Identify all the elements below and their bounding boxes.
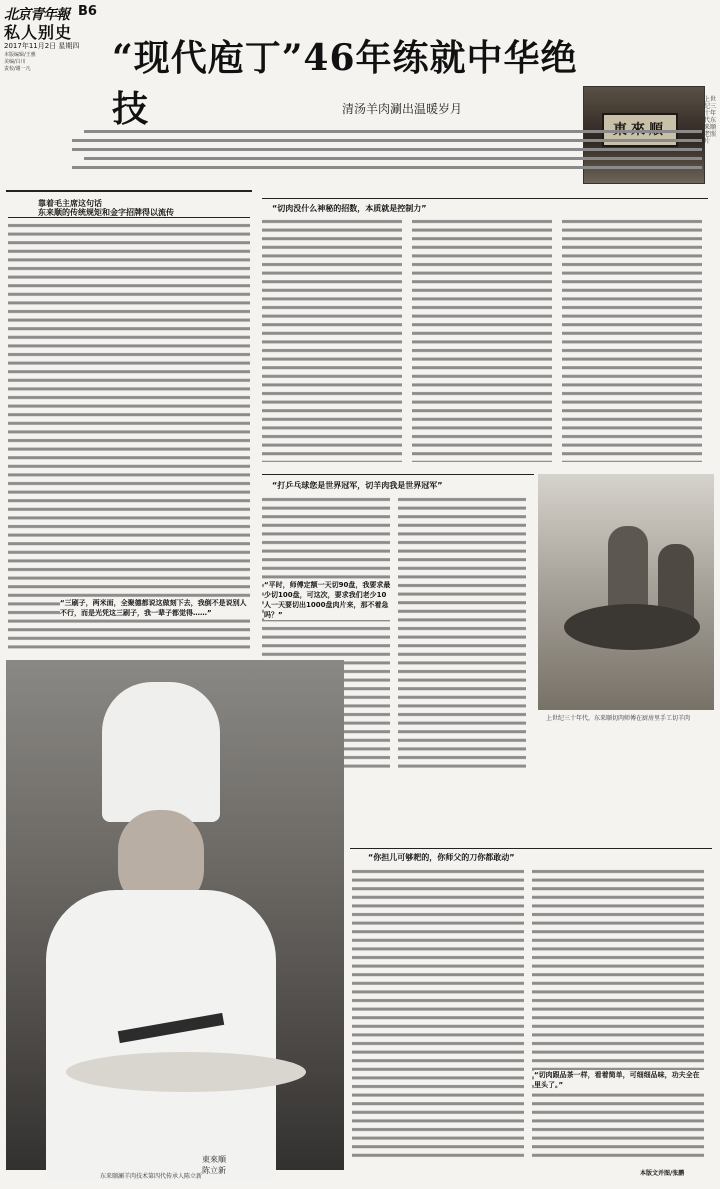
credit-designer: 美编/白川 (4, 59, 26, 65)
chef-photo-caption: 东来顺涮羊肉技术第四代传承人陈立新 (100, 1173, 203, 1180)
section1-rule (262, 198, 708, 199)
cutting-board (66, 1052, 306, 1092)
kitchen-historic-photo (538, 474, 714, 710)
headline: “现代庖丁”46年练就中华绝技 (112, 37, 578, 130)
cooking-pot (564, 604, 700, 650)
section1-header: “切肉没什么神秘的招数，本质就是控制力” (272, 204, 427, 213)
pull-quote-2: “三刷子，两米面，全聚德都说这做刻下去，我倒不是说别人不行，而是光凭这三刷子，我一辈子都觉得……” (60, 598, 250, 618)
paper-logo: 北京青年報 (4, 7, 69, 23)
left-story-text-lines (8, 222, 250, 652)
section3-rule (350, 848, 712, 849)
subhead: 清汤羊肉涮出温暖岁月 (342, 102, 463, 116)
left-story-subtitle: 东来顺的传统规矩和金字招牌得以流传 (38, 208, 174, 217)
section3-text-lines (352, 868, 712, 1160)
section2-rule (262, 474, 534, 475)
left-story-rule (8, 217, 250, 218)
masthead (4, 4, 128, 76)
chef-hat (102, 682, 220, 822)
page-number: B6 (78, 4, 97, 19)
section2-header: “打乒乓球您是世界冠军，切羊肉我是世界冠军” (272, 481, 443, 490)
section3-header: “你担儿可够耙的，你师父的刀你都敢动” (368, 853, 515, 862)
footer-credit: 本版文并图/张鹏 (640, 1170, 685, 1177)
coat-embroidery (202, 1154, 226, 1176)
embroidery-brand: 東來順 (202, 1155, 226, 1164)
left-story-title: 靠着毛主席这句话 (38, 199, 102, 208)
storefront-photo-caption: 上世纪三十年代东来顺老照片 (704, 96, 717, 145)
credit-proofreader: 责校/谢一凡 (4, 66, 31, 72)
section1-text-lines (262, 218, 708, 462)
intro-text-lines (72, 128, 702, 176)
pull-quote-1: “平时，师傅定额一天切90盘，我要求最少切100盘，可这次，要求我们老少10人一天要切出1000盘肉片来，那不着急吗？” (264, 581, 391, 619)
credit-editor: 本版编辑/王雅 (4, 52, 36, 58)
issue-date: 2017年11月2日 星期四 (4, 42, 80, 50)
pull-quote-3: “切肉跟品茶一样，看着简单，可细细品味，功夫全在里头了。” (534, 1070, 704, 1090)
embroidery-name: 陈立新 (202, 1166, 226, 1175)
section-name: 私人别史 (4, 23, 73, 42)
chef-portrait-photo (6, 660, 344, 1175)
intro-text-block (72, 128, 702, 179)
kitchen-photo-caption: 上世纪三十年代，东来顺切肉师傅在厨房里手工切羊肉 (546, 715, 691, 722)
